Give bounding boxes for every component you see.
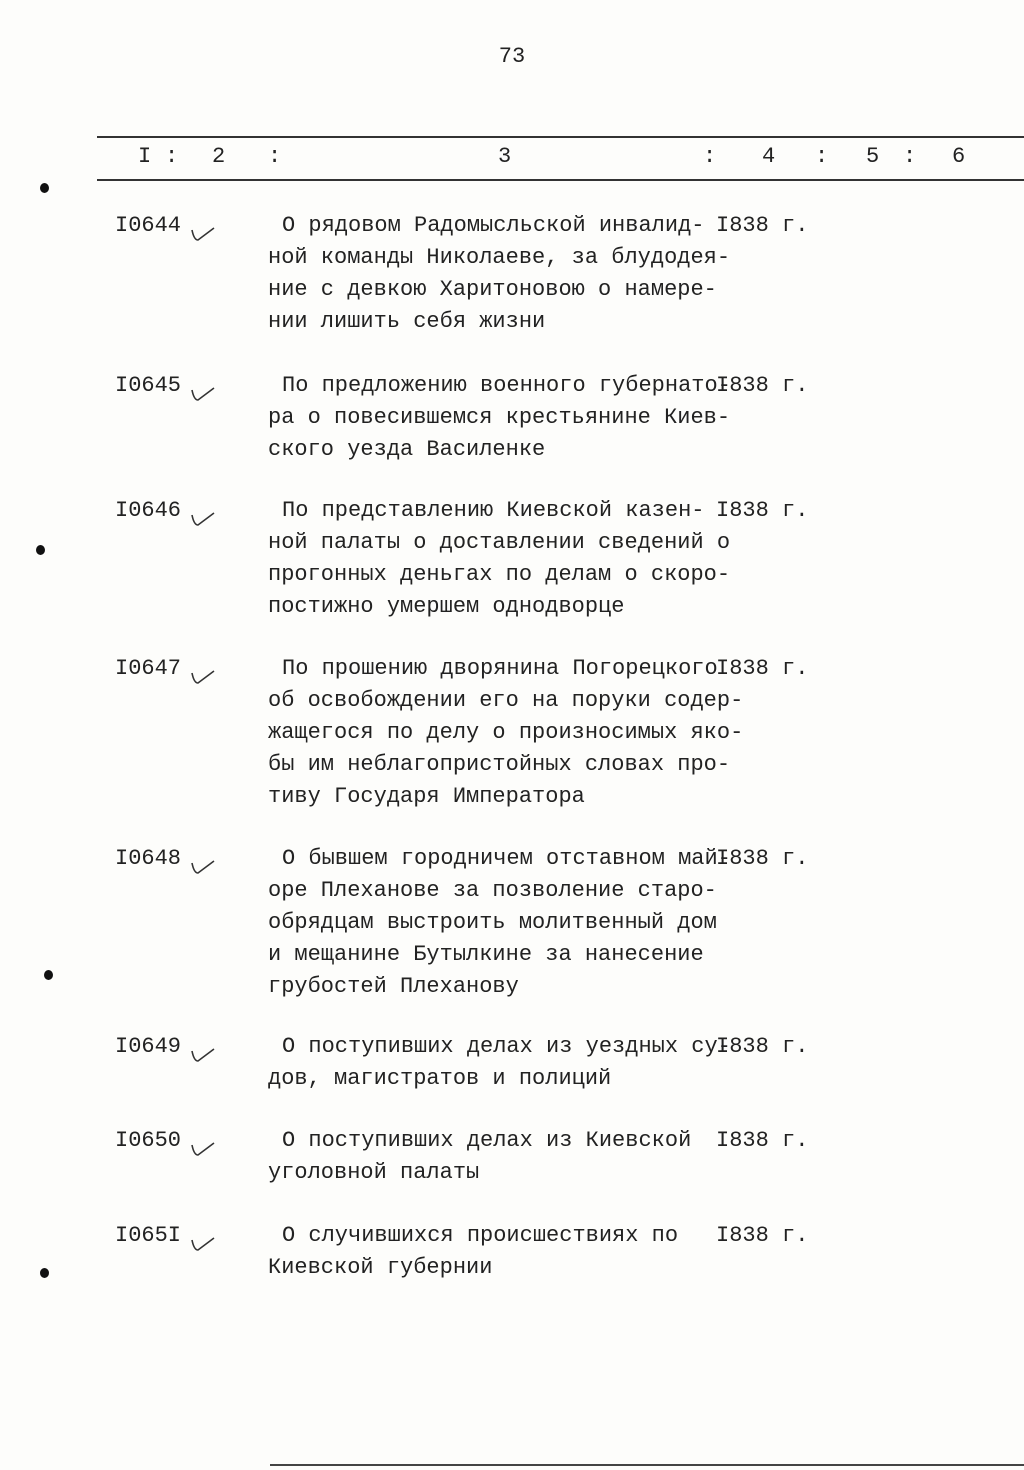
description-line: постижно умершем однодворце <box>268 594 625 619</box>
page-number: 73 <box>498 44 526 69</box>
header-sep: : <box>903 144 917 169</box>
punch-hole-mark <box>44 970 53 980</box>
description-line: ной палаты о доставлении сведений о <box>268 530 731 555</box>
case-number: I0648 <box>115 846 182 871</box>
case-year: I838 г. <box>716 656 809 681</box>
case-description <box>268 653 743 813</box>
header-col-6: 6 <box>952 144 966 169</box>
description-line: жащегося по делу о произносимых яко- <box>268 720 744 745</box>
case-number: I0644 <box>115 213 182 238</box>
table-top-rule <box>97 136 1024 138</box>
description-line: обрядцам выстроить молитвенный дом <box>268 910 717 935</box>
case-description <box>268 210 730 338</box>
description-line: ра о повесившемся крестьянине Киев- <box>268 405 731 430</box>
description-line: и мещанине Бутылкине за нанесение <box>268 942 704 967</box>
description-line: Киевской губернии <box>268 1255 493 1280</box>
header-col-4: 4 <box>762 144 776 169</box>
case-description <box>268 843 731 1003</box>
case-number: I0647 <box>115 656 182 681</box>
case-year: I838 г. <box>716 213 809 238</box>
description-line: О поступивших делах из Киевской <box>282 1128 692 1153</box>
case-description <box>268 1125 691 1189</box>
case-description <box>268 1031 731 1095</box>
header-sep: : <box>268 144 282 169</box>
case-year: I838 г. <box>716 1223 809 1248</box>
check-mark-icon <box>188 665 218 687</box>
header-sep: : <box>703 144 717 169</box>
check-mark-icon <box>188 1232 218 1254</box>
header-sep: : <box>165 144 179 169</box>
case-year: I838 г. <box>716 1128 809 1153</box>
description-line: О поступивших делах из уездных су- <box>282 1034 731 1059</box>
description-line: нии лишить себя жизни <box>268 309 546 334</box>
case-number: I0650 <box>115 1128 182 1153</box>
header-col-1: I <box>138 144 152 169</box>
case-description <box>268 370 731 466</box>
case-year: I838 г. <box>716 1034 809 1059</box>
description-line: прогонных деньгах по делам о скоро- <box>268 562 731 587</box>
page-bottom-edge <box>270 1464 1024 1466</box>
punch-hole-mark <box>36 545 45 555</box>
case-number: I065I <box>115 1223 182 1248</box>
case-number: I0649 <box>115 1034 182 1059</box>
description-line: об освобождении его на поруки содер- <box>268 688 744 713</box>
description-line: дов, магистратов и полиций <box>268 1066 612 1091</box>
description-line: По предложению военного губернато- <box>282 373 731 398</box>
case-number: I0645 <box>115 373 182 398</box>
check-mark-icon <box>188 507 218 529</box>
check-mark-icon <box>188 1137 218 1159</box>
description-line: тиву Государя Императора <box>268 784 585 809</box>
description-line: ной команды Николаеве, за блудодея- <box>268 245 731 270</box>
description-line: ского уезда Василенке <box>268 437 546 462</box>
description-line: По прошению дворянина Погорецкого <box>282 656 718 681</box>
header-sep: : <box>815 144 829 169</box>
description-line: бы им неблагопристойных словах про- <box>268 752 731 777</box>
check-mark-icon <box>188 382 218 404</box>
case-description <box>268 1220 678 1284</box>
description-line: О бывшем городничем отставном май- <box>282 846 731 871</box>
description-line: ние с девкою Харитоновою о намере- <box>268 277 717 302</box>
header-col-3: 3 <box>498 144 512 169</box>
case-description <box>268 495 730 623</box>
table-header-rule <box>97 179 1024 181</box>
header-col-5: 5 <box>866 144 880 169</box>
case-year: I838 г. <box>716 373 809 398</box>
description-line: О случившихся происшествиях по <box>282 1223 679 1248</box>
description-line: По представлению Киевской казен- <box>282 498 705 523</box>
check-mark-icon <box>188 222 218 244</box>
case-number: I0646 <box>115 498 182 523</box>
check-mark-icon <box>188 855 218 877</box>
description-line: оре Плеханове за позволение старо- <box>268 878 717 903</box>
case-year: I838 г. <box>716 846 809 871</box>
punch-hole-mark <box>40 183 49 193</box>
check-mark-icon <box>188 1043 218 1065</box>
punch-hole-mark <box>40 1268 49 1278</box>
description-line: уголовной палаты <box>268 1160 480 1185</box>
header-col-2: 2 <box>212 144 226 169</box>
description-line: грубостей Плеханову <box>268 974 519 999</box>
case-year: I838 г. <box>716 498 809 523</box>
description-line: О рядовом Радомысльской инвалид- <box>282 213 705 238</box>
